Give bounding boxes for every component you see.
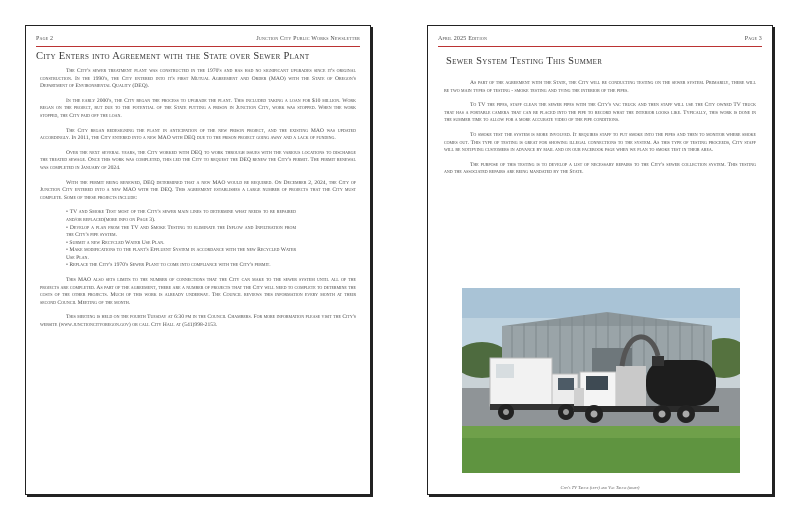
paragraph: In the early 2000's, the City began the process to upgrade the plant. This included taking a loan for $10 million. Work began on the project, but due to the potential of the State putting a prison in Junction City, work was stopped. When the work stopped, the City paid off the loan. (40, 97, 356, 119)
newsletter-name: Junction City Public Works Newsletter (256, 36, 360, 42)
photo-caption: City's TV Truck (left) and Vac Truck (right) (560, 485, 640, 490)
newsletter-page-2 (25, 25, 371, 495)
paragraph: The purpose of this testing is to develop a list of necessary repairs to the City's sewer collection system. This testing and the associated repairs are being mandated by the State. (444, 161, 756, 176)
list-item: • Submit a new Recycled Water Use Plan. (66, 240, 296, 248)
list-item: • TV and Smoke Test most of the City's sewer main lines to determine what needs to be repaired and/or replaced(more info on Page 3). (66, 209, 296, 224)
list-item: • Replace the City's 1970's Sewer Plant to come into compliance with the City's permit. (66, 262, 296, 270)
paragraph: Over the next several years, the City worked with DEQ to work through issues with the various locations to discharge the treated sewage. Once this work was completed, this led the City to request the DEQ renew the City's permit. The permit renewal was completed in January of 2024. (40, 149, 356, 171)
page-number: Page 2 (36, 36, 54, 42)
paragraph: This meeting is held on the fourth Tuesday at 6:30 pm in the Council Chambers. For more information please visit the City's website (www.junctioncityoregon.gov) or call City Hall at (541)998-2153. (40, 314, 356, 329)
article-body (40, 68, 356, 337)
paragraph: To TV the pipes, staff clean the sewer pipes with the City's vac truck and then staff will use the City owned TV truck that has a portable camera that can be placed into the pipe to record what the interior looks like. Typically, this work is done in the summer time to allow for a more accurate video of the pipe conditions. (444, 102, 756, 124)
article-title: Sewer System Testing This Summer (446, 56, 603, 67)
paragraph: To smoke test the system is more involved. It requires staff to put smoke into the pipes and then to monitor where smoke comes out. This type of testing is great for showing illegal connections to the system. As this type of testing proceeds, City staff will be notifying customers in advance by mail and on our facebook page when we plan to smoke test in their area. (444, 131, 756, 154)
list-item: • Develop a plan from the TV and Smoke Testing to eliminate the Inflow and Infiltration from the City's pipe system. (66, 225, 296, 240)
page-number: Page 3 (744, 36, 762, 42)
page-header (438, 36, 762, 47)
newsletter-page-3 (427, 25, 773, 495)
article-body (444, 80, 756, 184)
paragraph: As part of the agreement with the State, the City will be conducting testing on the sewer system. Primarily, there will be two main types of testing - smoke testing and tving the interior of the pipes. (444, 80, 756, 94)
project-list (66, 209, 296, 270)
paragraph: The City began redesigning the plant in anticipation of the new prison project, and the existing MAO was updated accordingly. In 2011, the City entered into a new MAO with DEQ due to the prison project going away and a lack of funding. (40, 127, 356, 142)
article-title: City Enters into Agreement with the State over Sewer Plant (36, 51, 310, 62)
truck-photo (462, 288, 740, 473)
list-item: • Make modifications to the plant's Effluent System in accordance with the new Recycled Water Use Plan. (66, 247, 296, 262)
page-header (36, 36, 360, 47)
paragraph: This MAO also sets limits to the number of connections that the City can make to the sewer system until all of the projects are completed. As part of the agreement, there are a number of projects that the City will need to complete to determine the costs of the other projects. Much of this work is already underway. The Council reviews this information every month at their second Council Meeting of the month. (40, 277, 356, 306)
paragraph: With the permit being renewed, DEQ determined that a new MAO would be required. On December 2, 2024, the City of Junction City entered into a new MAO with the DEQ. This agreement establishes a large number of projects that the City must complete. Some of these projects include: (40, 179, 356, 201)
edition-label: April 2025 Edition (438, 36, 488, 42)
paragraph: The City's sewer treatment plant was constructed in the 1970's and has had no significant upgrades since it's original construction. In the 1990's, the City entered into it's first Mutual Agreement and Order (MAO) with the State of Oregon's Department of Environmental Quality (DEQ). (40, 68, 356, 90)
truck-photo-illustration (462, 288, 740, 473)
